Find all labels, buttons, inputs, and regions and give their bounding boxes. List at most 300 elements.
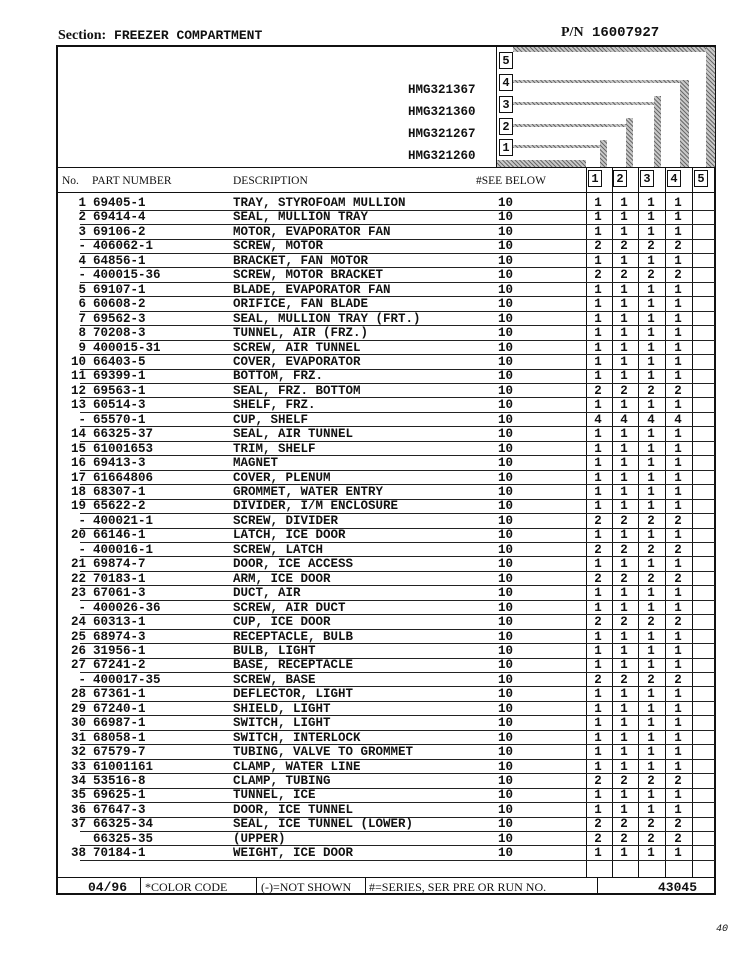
see-below-value: 10 — [498, 716, 514, 731]
header-rule — [56, 167, 716, 168]
quantity-cell: 1 — [647, 643, 655, 658]
quantity-cell: 1 — [647, 600, 655, 615]
column-header-description: DESCRIPTION — [233, 175, 308, 187]
description: SCREW, AIR TUNNEL — [233, 340, 361, 355]
item-number: 4 — [78, 253, 86, 268]
quantity-cell: 4 — [594, 412, 602, 427]
part-number-header — [561, 25, 659, 41]
quantity-cell: 1 — [674, 745, 682, 760]
model-number-box: 5 — [499, 52, 513, 69]
quantity-cell: 2 — [620, 817, 628, 832]
part-number: 68974-3 — [93, 629, 146, 644]
quantity-cell: 1 — [647, 398, 655, 413]
footer-divider — [140, 877, 141, 895]
column-number-box: 3 — [640, 170, 654, 187]
quantity-cell: 1 — [594, 802, 602, 817]
see-below-value: 10 — [498, 672, 514, 687]
see-below-value: 10 — [498, 369, 514, 384]
quantity-cell: 1 — [620, 196, 628, 210]
item-number: 2 — [78, 210, 86, 225]
description: COVER, EVAPORATOR — [233, 354, 361, 369]
item-number: 10 — [70, 354, 86, 369]
description: SEAL, ICE TUNNEL (LOWER) — [233, 817, 414, 832]
see-below-value: 10 — [498, 297, 514, 312]
description: DEFLECTOR, LIGHT — [233, 687, 354, 702]
column-header-part-number: PART NUMBER — [92, 175, 172, 187]
quantity-cell: 1 — [674, 687, 682, 702]
footer-date: 04/96 — [88, 880, 128, 895]
part-number: 69106-2 — [93, 224, 146, 239]
part-number: 61001161 — [93, 759, 154, 774]
quantity-cell: 1 — [647, 701, 655, 716]
item-number: 20 — [70, 528, 86, 543]
quantity-cell: 1 — [620, 326, 628, 341]
see-below-value: 10 — [498, 542, 514, 557]
leader-shading — [706, 47, 715, 167]
quantity-cell: 2 — [647, 239, 655, 254]
item-number: 36 — [70, 802, 86, 817]
part-number: 66325-37 — [93, 427, 154, 442]
see-below-value: 10 — [498, 441, 514, 456]
leader-shading — [513, 124, 630, 127]
model-label: HMG321367 — [408, 83, 476, 97]
quantity-cell: 1 — [594, 441, 602, 456]
quantity-cell: 1 — [674, 196, 682, 210]
see-below-value: 10 — [498, 643, 514, 658]
see-below-value: 10 — [498, 759, 514, 774]
see-below-value: 10 — [498, 268, 514, 283]
part-number: 68307-1 — [93, 485, 146, 499]
quantity-cell: 1 — [594, 311, 602, 326]
description: CUP, ICE DOOR — [233, 615, 331, 630]
quantity-cell: 2 — [594, 615, 602, 630]
row-rule — [80, 860, 715, 861]
quantity-cell: 1 — [594, 340, 602, 355]
item-number: 29 — [70, 701, 86, 716]
quantity-cell: 2 — [674, 817, 682, 832]
description: BLADE, EVAPORATOR FAN — [233, 282, 391, 297]
quantity-cell: 1 — [647, 456, 655, 471]
column-number-box: 5 — [694, 170, 708, 187]
quantity-cell: 1 — [594, 846, 602, 861]
footer-series: #=SERIES, SER PRE OR RUN NO. — [369, 880, 547, 894]
section-value: FREEZER COMPARTMENT — [114, 28, 263, 43]
quantity-cell: 2 — [647, 513, 655, 528]
part-number: 70208-3 — [93, 326, 146, 341]
see-below-value: 10 — [498, 456, 514, 471]
quantity-cell: 1 — [620, 297, 628, 312]
quantity-cell: 1 — [620, 730, 628, 745]
quantity-cell: 1 — [674, 629, 682, 644]
quantity-cell: 2 — [594, 239, 602, 254]
block-divider — [496, 45, 497, 167]
item-number: 28 — [70, 687, 86, 702]
see-below-value: 10 — [498, 311, 514, 326]
see-below-value: 10 — [498, 586, 514, 601]
item-number: - — [78, 542, 86, 557]
description: ORIFICE, FAN BLADE — [233, 297, 369, 312]
item-number: 22 — [70, 571, 86, 586]
quantity-cell: 1 — [647, 196, 655, 210]
see-below-value: 10 — [498, 282, 514, 297]
quantity-cell: 1 — [647, 224, 655, 239]
quantity-cell: 1 — [620, 369, 628, 384]
quantity-cell: 1 — [647, 759, 655, 774]
quantity-cell: 1 — [594, 427, 602, 442]
description: MAGNET — [233, 456, 279, 471]
quantity-cell: 1 — [620, 485, 628, 499]
quantity-cell: 1 — [647, 485, 655, 499]
part-number: 60514-3 — [93, 398, 146, 413]
see-below-value: 10 — [498, 788, 514, 803]
quantity-cell: 2 — [594, 268, 602, 283]
quantity-cell: 1 — [674, 730, 682, 745]
part-number: 400017-35 — [93, 672, 161, 687]
model-label: HMG321260 — [408, 149, 476, 163]
quantity-cell: 2 — [674, 831, 682, 846]
leader-shading — [626, 118, 633, 167]
quantity-cell: 1 — [674, 282, 682, 297]
part-number: 68058-1 — [93, 730, 146, 745]
quantity-cell: 1 — [647, 282, 655, 297]
part-number: 400015-36 — [93, 268, 161, 283]
quantity-cell: 1 — [620, 470, 628, 485]
description: SCREW, MOTOR — [233, 239, 324, 254]
see-below-value: 10 — [498, 701, 514, 716]
description: SCREW, BASE — [233, 672, 316, 687]
part-number: 61001653 — [93, 441, 154, 456]
quantity-cell: 2 — [620, 268, 628, 283]
description: SHELF, FRZ. — [233, 398, 316, 413]
see-below-value: 10 — [498, 224, 514, 239]
footer-color-code: *COLOR CODE — [145, 880, 228, 894]
item-number: 38 — [70, 846, 86, 861]
quantity-cell: 2 — [674, 513, 682, 528]
quantity-cell: 2 — [647, 571, 655, 586]
column-rule — [665, 167, 666, 877]
part-number: 66146-1 — [93, 528, 146, 543]
see-below-value: 10 — [498, 557, 514, 572]
item-number: 25 — [70, 629, 86, 644]
quantity-cell: 1 — [674, 643, 682, 658]
description: SHIELD, LIGHT — [233, 701, 331, 716]
footer-rule — [56, 877, 716, 878]
see-below-value: 10 — [498, 831, 514, 846]
section-label: Section: — [58, 28, 107, 43]
item-number: 8 — [78, 326, 86, 341]
quantity-cell: 1 — [620, 600, 628, 615]
quantity-cell: 1 — [674, 224, 682, 239]
part-number: 69414-4 — [93, 210, 146, 225]
quantity-cell: 2 — [674, 268, 682, 283]
item-number: - — [78, 672, 86, 687]
quantity-cell: 1 — [594, 485, 602, 499]
quantity-cell: 1 — [620, 354, 628, 369]
part-number: 69563-1 — [93, 383, 146, 398]
quantity-cell: 2 — [620, 542, 628, 557]
description: DOOR, ICE ACCESS — [233, 557, 354, 572]
quantity-cell: 1 — [674, 846, 682, 861]
footer-divider — [256, 877, 257, 895]
quantity-cell: 1 — [647, 586, 655, 601]
quantity-cell: 1 — [674, 528, 682, 543]
description: MOTOR, EVAPORATOR FAN — [233, 224, 391, 239]
description: TUNNEL, AIR (FRZ.) — [233, 326, 369, 341]
model-number-box: 2 — [499, 118, 513, 135]
column-rule — [638, 167, 639, 877]
item-number: 13 — [70, 398, 86, 413]
quantity-cell: 1 — [674, 470, 682, 485]
quantity-cell: 1 — [620, 788, 628, 803]
quantity-cell: 1 — [620, 210, 628, 225]
item-number: 30 — [70, 716, 86, 731]
part-number: 66403-5 — [93, 354, 146, 369]
quantity-cell: 1 — [674, 441, 682, 456]
part-number: 67240-1 — [93, 701, 146, 716]
description: SCREW, LATCH — [233, 542, 324, 557]
item-number: - — [78, 600, 86, 615]
see-below-value: 10 — [498, 629, 514, 644]
quantity-cell: 1 — [620, 528, 628, 543]
quantity-cell: 2 — [620, 774, 628, 788]
item-number: 9 — [78, 340, 86, 355]
part-number: 406062-1 — [93, 239, 154, 254]
see-below-value: 10 — [498, 427, 514, 442]
quantity-cell: 2 — [620, 239, 628, 254]
quantity-cell: 1 — [620, 253, 628, 268]
quantity-cell: 1 — [620, 716, 628, 731]
quantity-cell: 1 — [647, 470, 655, 485]
column-rule — [586, 167, 587, 877]
quantity-cell: 1 — [620, 427, 628, 442]
quantity-cell: 1 — [674, 788, 682, 803]
quantity-cell: 1 — [620, 802, 628, 817]
part-number: 400026-36 — [93, 600, 161, 615]
quantity-cell: 1 — [674, 586, 682, 601]
item-number: 26 — [70, 643, 86, 658]
quantity-cell: 1 — [594, 629, 602, 644]
quantity-cell: 1 — [620, 311, 628, 326]
model-label: HMG321267 — [408, 127, 476, 141]
description: CLAMP, WATER LINE — [233, 759, 361, 774]
part-number: 69405-1 — [93, 196, 146, 210]
quantity-cell: 2 — [674, 615, 682, 630]
part-number: 69562-3 — [93, 311, 146, 326]
quantity-cell: 1 — [674, 802, 682, 817]
quantity-cell: 1 — [674, 354, 682, 369]
quantity-cell: 1 — [647, 629, 655, 644]
quantity-cell: 2 — [647, 268, 655, 283]
quantity-cell: 1 — [674, 658, 682, 673]
description: SEAL, MULLION TRAY — [233, 210, 369, 225]
quantity-cell: 2 — [620, 383, 628, 398]
item-number: 24 — [70, 615, 86, 630]
see-below-value: 10 — [498, 470, 514, 485]
description: RECEPTACLE, BULB — [233, 629, 354, 644]
description: DUCT, AIR — [233, 586, 301, 601]
quantity-cell: 1 — [647, 441, 655, 456]
quantity-cell: 1 — [594, 499, 602, 514]
part-number: 53516-8 — [93, 774, 146, 788]
see-below-value: 10 — [498, 412, 514, 427]
description: TRAY, STYROFOAM MULLION — [233, 196, 406, 210]
model-number-box: 4 — [499, 74, 513, 91]
quantity-cell: 1 — [594, 658, 602, 673]
quantity-cell: 2 — [674, 383, 682, 398]
quantity-cell: 4 — [620, 412, 628, 427]
quantity-cell: 1 — [647, 340, 655, 355]
description: SCREW, DIVIDER — [233, 513, 339, 528]
see-below-value: 10 — [498, 485, 514, 499]
item-number: 11 — [70, 369, 86, 384]
part-number: 67647-3 — [93, 802, 146, 817]
quantity-cell: 1 — [594, 369, 602, 384]
description: TRIM, SHELF — [233, 441, 316, 456]
quantity-cell: 1 — [620, 643, 628, 658]
part-number: 70184-1 — [93, 846, 146, 861]
quantity-cell: 1 — [620, 557, 628, 572]
leader-shading — [513, 80, 683, 83]
part-number: 69625-1 — [93, 788, 146, 803]
description: TUBING, VALVE TO GROMMET — [233, 745, 414, 760]
quantity-cell: 1 — [594, 196, 602, 210]
see-below-value: 10 — [498, 615, 514, 630]
part-number: 64856-1 — [93, 253, 146, 268]
quantity-cell: 1 — [647, 745, 655, 760]
quantity-cell: 2 — [594, 542, 602, 557]
part-number: 67241-2 — [93, 658, 146, 673]
description: COVER, PLENUM — [233, 470, 331, 485]
quantity-cell: 1 — [620, 398, 628, 413]
see-below-value: 10 — [498, 354, 514, 369]
leader-shading — [513, 102, 656, 105]
quantity-cell: 1 — [674, 716, 682, 731]
see-below-value: 10 — [498, 239, 514, 254]
quantity-cell: 4 — [674, 412, 682, 427]
quantity-cell: 1 — [620, 456, 628, 471]
footer-not-shown: (-)=NOT SHOWN — [261, 880, 352, 894]
item-number: 21 — [70, 557, 86, 572]
part-number: 65570-1 — [93, 412, 146, 427]
quantity-cell: 1 — [620, 282, 628, 297]
quantity-cell: 1 — [620, 846, 628, 861]
leader-shading — [680, 80, 689, 167]
quantity-cell: 1 — [620, 224, 628, 239]
description: BRACKET, FAN MOTOR — [233, 253, 369, 268]
item-number: 15 — [70, 441, 86, 456]
quantity-cell: 2 — [594, 831, 602, 846]
quantity-cell: 1 — [674, 297, 682, 312]
quantity-cell: 1 — [594, 210, 602, 225]
item-number: - — [78, 268, 86, 283]
column-number-box: 1 — [588, 170, 602, 187]
quantity-cell: 1 — [674, 759, 682, 774]
column-number-box: 2 — [613, 170, 627, 187]
item-number: 7 — [78, 311, 86, 326]
quantity-cell: 1 — [674, 557, 682, 572]
quantity-cell: 1 — [674, 340, 682, 355]
quantity-cell: 1 — [594, 253, 602, 268]
quantity-cell: 2 — [647, 817, 655, 832]
description: SWITCH, INTERLOCK — [233, 730, 361, 745]
header-rule — [56, 192, 716, 193]
description: (UPPER) — [233, 831, 286, 846]
quantity-cell: 1 — [620, 701, 628, 716]
column-header-no: No. — [62, 175, 79, 187]
description: CLAMP, TUBING — [233, 774, 331, 788]
quantity-cell: 1 — [620, 687, 628, 702]
quantity-cell: 1 — [674, 311, 682, 326]
see-below-value: 10 — [498, 774, 514, 788]
quantity-cell: 2 — [647, 774, 655, 788]
leader-shading — [496, 160, 586, 167]
quantity-cell: 2 — [647, 672, 655, 687]
quantity-cell: 2 — [594, 774, 602, 788]
quantity-cell: 1 — [647, 369, 655, 384]
corner-mark: 40 — [716, 924, 729, 935]
description: DIVIDER, I/M ENCLOSURE — [233, 499, 399, 514]
part-number: 31956-1 — [93, 643, 146, 658]
description: BASE, RECEPTACLE — [233, 658, 354, 673]
quantity-cell: 1 — [620, 759, 628, 774]
item-number: 16 — [70, 456, 86, 471]
see-below-value: 10 — [498, 658, 514, 673]
quantity-cell: 1 — [674, 701, 682, 716]
part-number: 67061-3 — [93, 586, 146, 601]
quantity-cell: 1 — [647, 528, 655, 543]
quantity-cell: 2 — [674, 239, 682, 254]
description: TUNNEL, ICE — [233, 788, 316, 803]
part-number: 400021-1 — [93, 513, 154, 528]
description: BOTTOM, FRZ. — [233, 369, 324, 384]
quantity-cell: 2 — [620, 672, 628, 687]
quantity-cell: 1 — [620, 745, 628, 760]
footer-doc-number: 43045 — [658, 880, 698, 895]
see-below-value: 10 — [498, 383, 514, 398]
quantity-cell: 1 — [674, 485, 682, 499]
quantity-cell: 1 — [647, 716, 655, 731]
quantity-cell: 1 — [620, 441, 628, 456]
column-rule — [692, 167, 693, 877]
quantity-cell: 1 — [594, 701, 602, 716]
model-number-box: 1 — [499, 139, 513, 156]
quantity-cell: 1 — [620, 586, 628, 601]
quantity-cell: 1 — [594, 470, 602, 485]
part-number: 69413-3 — [93, 456, 146, 471]
part-number: 61664806 — [93, 470, 154, 485]
quantity-cell: 1 — [620, 340, 628, 355]
description: BULB, LIGHT — [233, 643, 316, 658]
quantity-cell: 2 — [594, 571, 602, 586]
see-below-value: 10 — [498, 499, 514, 514]
item-number: - — [78, 239, 86, 254]
description: WEIGHT, ICE DOOR — [233, 846, 354, 861]
quantity-cell: 1 — [674, 427, 682, 442]
description: SCREW, AIR DUCT — [233, 600, 346, 615]
quantity-cell: 1 — [647, 311, 655, 326]
quantity-cell: 1 — [647, 297, 655, 312]
quantity-cell: 2 — [674, 571, 682, 586]
description: LATCH, ICE DOOR — [233, 528, 346, 543]
quantity-cell: 1 — [647, 557, 655, 572]
quantity-cell: 1 — [620, 499, 628, 514]
quantity-cell: 1 — [594, 745, 602, 760]
quantity-cell: 1 — [647, 210, 655, 225]
quantity-cell: 1 — [594, 354, 602, 369]
part-number: 66987-1 — [93, 716, 146, 731]
quantity-cell: 1 — [620, 658, 628, 673]
part-number: 65622-2 — [93, 499, 146, 514]
